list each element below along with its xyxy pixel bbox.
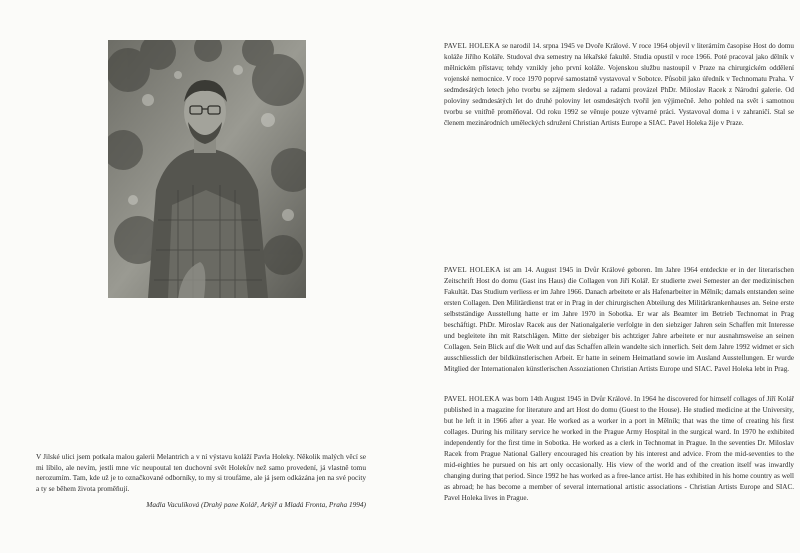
biography-german-text: ist am 14. August 1945 in Dvůr Králové geboren. Im Jahre 1964 entdeckte er in der literarischen Zeitschrift Host do domu (Gast ins Haus) die Collagen von Jiří Kolář. Er studierte zwei Semester an der medizinischen Fakultät. Das Studium verliess er im Jahre 1966. Danach arbeitete er als Hafenarbeiter in Mělník; damals entstanden seine ersten Collagen. Den Militärdienst trat er in Prag in der chirurgischen Abteilung des Militärkrankenhauses an. Seine erste selbstständige Ausstellung hatte er im Jahre 1970 in Sobotka. Er war als Beamter im Betrieb Technomat in Prag beschäftigt. PhDr. Miroslav Racek aus der Nationalgalerie verfolgte in den siebziger Jahren sein Schaffen mit Interesse und begleitete ihn mit Ratschlägen. Mitte der siebziger bis achtziger Jahre arbeitete er nur ausnahmsweise an seinen Collagen. Sein Blick auf die Welt und auf das Schaffen allein wandelte sich innerlich. Seit dem Jahre 1992 widmet er sich ausschliesslich der bildkünstlerischen Arbeit. Er hatte in seinem Heimatland sowie im Ausland Ausstellungen. Er wurde Mitglied der Internationalen künstlerischen Assoziationen Christian Artists Europe und SIAC. Pavel Holeka lebt in Prag. <box>444 266 794 373</box>
biography-english <box>444 394 794 504</box>
biography-czech <box>444 41 794 129</box>
right-page <box>400 0 800 553</box>
portrait-photo <box>108 40 306 298</box>
biography-czech-name: PAVEL HOLEKA <box>444 42 501 50</box>
portrait-photo-icon <box>108 40 306 298</box>
biography-german-name: PAVEL HOLEKA <box>444 266 501 274</box>
quote-text: V Jilské ulici jsem potkala malou galerii Melantrich a v ní výstavu koláží Pavla Holeky. Několik malých věcí se mi líbilo, ale nevím, jestli mne víc neupoutal ten duchovní svět Holekův než samo provedení, já vlastně tomu nerozumím. Tam, kde už je to označkované odborníky, to my si troufáme, ale já jsem odkázána jen na své pocity a ty se během života proměňují. <box>36 452 366 493</box>
quote-credit: Madla Vaculíková (Drahý pane Kolář, Arkýř a Mladá Fronta, Praha 1994) <box>146 500 366 509</box>
biography-english-text: was born 14th August 1945 in Dvůr Králové. In 1964 he discovered for himself collages of Jiří Kolář published in a magazine for literature and art Host do domu (Guest to the House). He studied medicine at the University, but he left it in 1966 after a year. He worked as a worker in a port in Mělník; that was the time of creating his first collages. During his military service he worked in the Prague Army Hospital in the surgical ward. In 1970 he exhibited independently for the first time in Sobotka. He worked as a clerk in Technomat in Prague. In the seventies Dr. Miloslav Racek from Prague National Gallery encouraged his creation by his interest and advice. From the mid-seventies to the mid-eighties he pursued on his art only occasionally. His view of the world and of the creation itself was inwardly changing during that period. Since 1992 he has worked as a free-lance artist. He has exhibited in his home country as well as abroad; he has become a member of several international artistic associations - Christian Artists Europe and SIAC. Pavel Holeka lives in Prague. <box>444 395 794 502</box>
biography-english-name: PAVEL HOLEKA <box>444 395 501 403</box>
biography-czech-text: se narodil 14. srpna 1945 ve Dvoře Králové. V roce 1964 objevil v literárním časopise Host do domu koláže Jiřího Koláře. Studoval dva semestry na lékařské fakultě. Studia opustil v roce 1966. Poté pracoval jako dělník v mělnickém přístavu; tehdy vznikly jeho první koláže. Vojenskou službu nastoupil v Praze na chirurgickém oddělení vojenské nemocnice. V roce 1970 poprvé samostatně vystavoval v Sobotce. Působil jako úředník v Technomatu Praha. V sedmdesátých letech jeho tvorbu se zájmem sledoval a radami provázel PhDr. Miloslav Racek z Národní galerie. Od poloviny sedmdesátých let do druhé poloviny let osmdesátých tvořil jen výjimečně. Jeho pohled na svět i samotnou tvorbu se vnitřně proměňoval. Od roku 1992 se věnuje pouze výtvarné práci. Vystavoval doma i v zahraničí. Stal se členem mezinárodních uměleckých sdružení Christian Artists Europe a SIAC. Pavel Holeka žije v Praze. <box>444 42 794 127</box>
biography-german <box>444 265 794 375</box>
